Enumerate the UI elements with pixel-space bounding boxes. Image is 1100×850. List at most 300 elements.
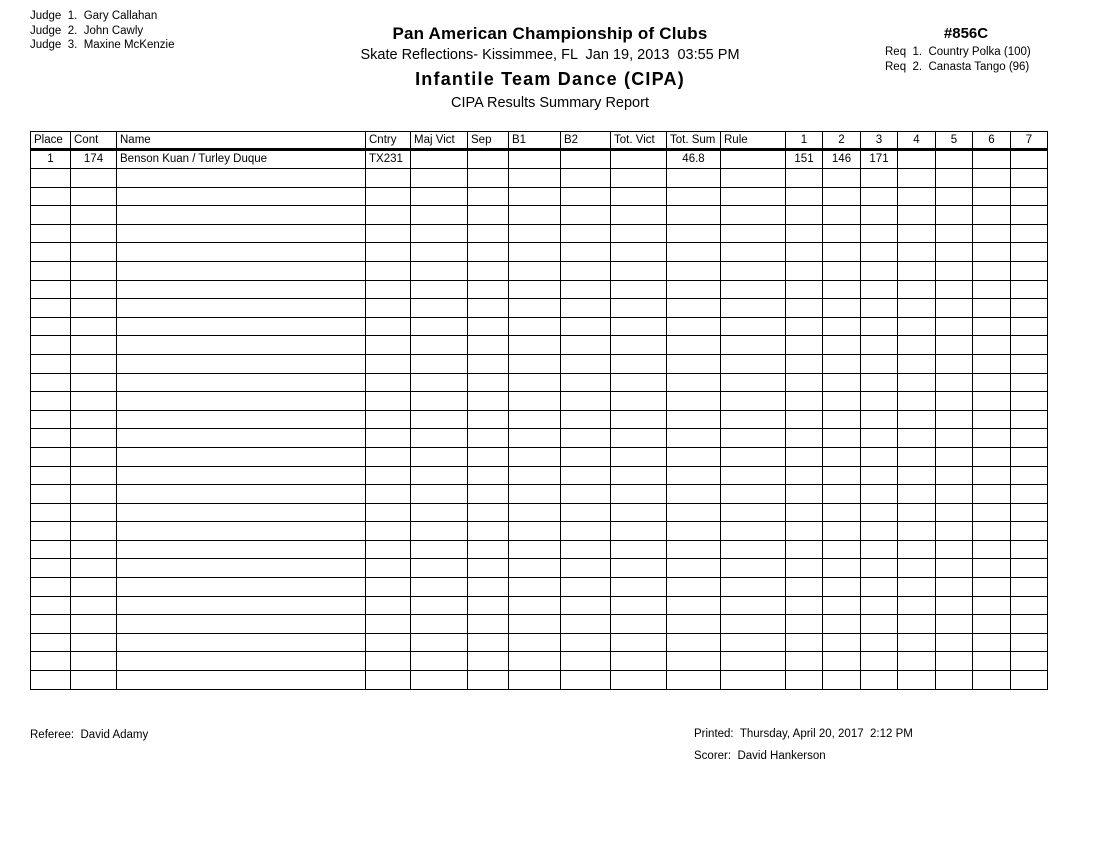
table-cell [468, 354, 509, 373]
table-cell [561, 169, 611, 188]
table-cell [898, 596, 936, 615]
table-cell [823, 373, 861, 392]
table-cell [973, 652, 1011, 671]
table-cell [721, 150, 786, 169]
table-cell [468, 336, 509, 355]
table-cell [411, 410, 468, 429]
table-cell [1011, 261, 1048, 280]
column-header-rule: Rule [721, 132, 786, 150]
empty-row [31, 317, 1048, 336]
empty-row [31, 633, 1048, 652]
table-cell [468, 150, 509, 169]
table-cell [117, 299, 366, 318]
table-cell [611, 299, 667, 318]
table-cell [861, 280, 898, 299]
table-cell [786, 410, 823, 429]
table-cell [468, 299, 509, 318]
table-cell [366, 299, 411, 318]
table-cell [117, 615, 366, 634]
event-name: Infantile Team Dance (CIPA) [415, 69, 685, 89]
table-cell [71, 317, 117, 336]
table-cell [898, 559, 936, 578]
table-cell [71, 652, 117, 671]
table-cell [786, 261, 823, 280]
table-cell [823, 224, 861, 243]
table-cell [973, 671, 1011, 690]
table-cell [366, 187, 411, 206]
table-cell [117, 317, 366, 336]
table-cell [823, 671, 861, 690]
table-cell [1011, 299, 1048, 318]
table-cell [898, 280, 936, 299]
table-cell [366, 206, 411, 225]
table-cell [721, 596, 786, 615]
championship-title: Pan American Championship of Clubs [392, 24, 708, 43]
table-cell [366, 540, 411, 559]
table-cell [861, 671, 898, 690]
table-cell [898, 540, 936, 559]
table-cell [1011, 150, 1048, 169]
table-cell [973, 578, 1011, 597]
table-cell [936, 206, 973, 225]
table-cell [786, 503, 823, 522]
table-cell [509, 466, 561, 485]
column-header-6: 6 [973, 132, 1011, 150]
table-cell [611, 354, 667, 373]
table-cell [411, 169, 468, 188]
table-cell [898, 261, 936, 280]
table-cell [936, 429, 973, 448]
table-cell [31, 187, 71, 206]
table-cell [936, 466, 973, 485]
table-cell [117, 280, 366, 299]
table-header-row [31, 132, 1048, 150]
table-cell [973, 224, 1011, 243]
empty-row [31, 578, 1048, 597]
table-cell [936, 596, 973, 615]
table-cell [823, 615, 861, 634]
table-cell [936, 615, 973, 634]
table-cell [823, 169, 861, 188]
table-cell [973, 559, 1011, 578]
table-cell [721, 503, 786, 522]
table-cell [561, 354, 611, 373]
table-cell [366, 224, 411, 243]
table-cell [117, 429, 366, 448]
table-cell [561, 336, 611, 355]
table-cell [1011, 224, 1048, 243]
table-cell [31, 503, 71, 522]
table-cell [411, 559, 468, 578]
column-header-3: 3 [861, 132, 898, 150]
table-cell [71, 261, 117, 280]
table-cell [1011, 447, 1048, 466]
table-cell [117, 392, 366, 411]
table-cell [823, 578, 861, 597]
table-cell [468, 261, 509, 280]
table-cell [468, 206, 509, 225]
table-cell [823, 596, 861, 615]
table-cell [71, 503, 117, 522]
table-cell [861, 261, 898, 280]
table-cell [509, 503, 561, 522]
table-cell [611, 261, 667, 280]
table-cell [973, 633, 1011, 652]
table-cell [366, 596, 411, 615]
results-table [30, 131, 1048, 690]
empty-row [31, 299, 1048, 318]
table-cell [786, 429, 823, 448]
table-cell [611, 503, 667, 522]
table-cell [667, 671, 721, 690]
table-cell [31, 652, 71, 671]
table-cell [561, 206, 611, 225]
table-cell [611, 169, 667, 188]
table-cell [561, 540, 611, 559]
table-cell [411, 150, 468, 169]
table-cell: 174 [71, 150, 117, 169]
table-cell [468, 187, 509, 206]
empty-row [31, 224, 1048, 243]
table-cell [898, 447, 936, 466]
table-cell: Benson Kuan / Turley Duque [117, 150, 366, 169]
table-cell [117, 671, 366, 690]
table-cell [861, 224, 898, 243]
column-header-place: Place [31, 132, 71, 150]
table-cell [1011, 540, 1048, 559]
column-header-4: 4 [898, 132, 936, 150]
table-cell [71, 429, 117, 448]
table-cell [898, 503, 936, 522]
table-cell [611, 317, 667, 336]
table-cell [117, 261, 366, 280]
table-cell [71, 410, 117, 429]
table-cell [611, 615, 667, 634]
table-cell [667, 447, 721, 466]
table-cell [117, 633, 366, 652]
table-cell [411, 243, 468, 262]
table-cell [561, 224, 611, 243]
judge-line-1: Judge 1. Gary Callahan [30, 10, 158, 22]
table-cell [71, 633, 117, 652]
table-cell [898, 299, 936, 318]
table-cell [411, 317, 468, 336]
table-cell [71, 224, 117, 243]
table-cell [898, 373, 936, 392]
table-cell [611, 206, 667, 225]
empty-row [31, 354, 1048, 373]
table-cell [31, 392, 71, 411]
table-cell [1011, 671, 1048, 690]
table-cell [973, 187, 1011, 206]
table-cell [411, 392, 468, 411]
table-cell [1011, 392, 1048, 411]
table-cell [786, 559, 823, 578]
table-cell [71, 336, 117, 355]
table-cell [611, 652, 667, 671]
table-cell [786, 522, 823, 541]
empty-row [31, 243, 1048, 262]
table-cell [898, 466, 936, 485]
table-cell [1011, 485, 1048, 504]
table-cell [468, 224, 509, 243]
table-cell [117, 243, 366, 262]
table-cell [468, 485, 509, 504]
table-cell [721, 410, 786, 429]
table-cell [366, 392, 411, 411]
table-cell: 46.8 [667, 150, 721, 169]
table-cell [861, 540, 898, 559]
empty-row [31, 540, 1048, 559]
table-cell [561, 615, 611, 634]
table-cell [411, 336, 468, 355]
table-cell [509, 299, 561, 318]
empty-row [31, 522, 1048, 541]
table-cell [117, 169, 366, 188]
table-cell [611, 596, 667, 615]
table-cell [509, 243, 561, 262]
table-cell [823, 633, 861, 652]
table-cell [1011, 633, 1048, 652]
table-cell [71, 206, 117, 225]
table-cell [898, 671, 936, 690]
empty-row [31, 280, 1048, 299]
table-cell [366, 354, 411, 373]
table-cell [667, 410, 721, 429]
table-cell [509, 206, 561, 225]
table-cell [786, 169, 823, 188]
table-cell [667, 503, 721, 522]
venue-date-line: Skate Reflections- Kissimmee, FL Jan 19, 2013 03:55 PM [360, 47, 740, 63]
table-cell [1011, 206, 1048, 225]
table-cell [721, 540, 786, 559]
table-cell [973, 429, 1011, 448]
empty-row [31, 187, 1048, 206]
table-cell [468, 540, 509, 559]
table-cell [823, 280, 861, 299]
table-cell [71, 447, 117, 466]
table-cell [1011, 578, 1048, 597]
table-cell [611, 559, 667, 578]
table-cell [973, 336, 1011, 355]
table-cell [861, 392, 898, 411]
empty-row [31, 466, 1048, 485]
table-cell [667, 485, 721, 504]
table-cell [898, 317, 936, 336]
table-cell [721, 466, 786, 485]
table-cell [611, 373, 667, 392]
table-cell [667, 169, 721, 188]
table-cell [468, 596, 509, 615]
event-info-block [885, 25, 1047, 75]
table-cell [667, 522, 721, 541]
table-cell [898, 224, 936, 243]
table-cell [936, 447, 973, 466]
table-cell [509, 652, 561, 671]
table-cell [936, 559, 973, 578]
table-cell [861, 187, 898, 206]
table-cell [898, 169, 936, 188]
table-cell [611, 485, 667, 504]
table-cell [721, 187, 786, 206]
table-cell [898, 243, 936, 262]
table-cell [1011, 280, 1048, 299]
table-cell [1011, 410, 1048, 429]
table-cell [71, 280, 117, 299]
table-cell [366, 410, 411, 429]
table-cell [411, 596, 468, 615]
table-cell [861, 615, 898, 634]
table-cell [411, 206, 468, 225]
table-cell [1011, 187, 1048, 206]
column-header-cont: Cont [71, 132, 117, 150]
table-cell [411, 485, 468, 504]
table-cell [468, 466, 509, 485]
column-header-7: 7 [1011, 132, 1048, 150]
table-cell [411, 187, 468, 206]
table-cell [936, 652, 973, 671]
table-cell [366, 373, 411, 392]
table-cell [31, 615, 71, 634]
table-cell [411, 633, 468, 652]
table-cell [786, 671, 823, 690]
table-cell [936, 187, 973, 206]
table-cell [973, 243, 1011, 262]
judge-line-3: Judge 3. Maxine McKenzie [30, 39, 175, 51]
table-cell [611, 447, 667, 466]
table-cell [667, 540, 721, 559]
table-cell [31, 540, 71, 559]
table-cell [786, 243, 823, 262]
table-cell [468, 280, 509, 299]
table-cell [786, 615, 823, 634]
table-cell [823, 410, 861, 429]
table-cell [561, 187, 611, 206]
table-cell [611, 410, 667, 429]
table-cell [936, 410, 973, 429]
table-cell [468, 410, 509, 429]
column-header-cntry: Cntry [366, 132, 411, 150]
table-cell [786, 392, 823, 411]
table-cell [786, 299, 823, 318]
table-cell [117, 559, 366, 578]
table-cell [71, 187, 117, 206]
table-cell [31, 317, 71, 336]
table-cell [786, 336, 823, 355]
table-cell [898, 354, 936, 373]
empty-row [31, 206, 1048, 225]
printed-line: Printed: Thursday, April 20, 2017 2:12 PM [694, 728, 913, 740]
table-cell [611, 578, 667, 597]
table-cell [786, 317, 823, 336]
empty-row [31, 615, 1048, 634]
empty-row [31, 485, 1048, 504]
column-header-maj-vict: Maj Vict [411, 132, 468, 150]
table-cell [861, 578, 898, 597]
table-cell [1011, 596, 1048, 615]
table-cell [823, 559, 861, 578]
table-cell [561, 150, 611, 169]
empty-row [31, 652, 1048, 671]
table-cell [823, 243, 861, 262]
result-row [31, 150, 1048, 169]
table-cell [31, 169, 71, 188]
table-cell [721, 354, 786, 373]
table-cell [823, 540, 861, 559]
table-cell [509, 224, 561, 243]
table-cell [861, 429, 898, 448]
table-cell [861, 317, 898, 336]
table-cell [509, 336, 561, 355]
table-cell [721, 652, 786, 671]
table-cell [611, 187, 667, 206]
table-cell [721, 615, 786, 634]
table-cell [898, 578, 936, 597]
table-cell [71, 522, 117, 541]
table-cell [31, 559, 71, 578]
table-cell [936, 633, 973, 652]
empty-row [31, 503, 1048, 522]
empty-row [31, 169, 1048, 188]
empty-row [31, 596, 1048, 615]
table-cell [561, 503, 611, 522]
table-cell [973, 299, 1011, 318]
table-cell [611, 522, 667, 541]
table-cell [31, 206, 71, 225]
table-cell [31, 261, 71, 280]
table-cell [561, 671, 611, 690]
table-cell [411, 280, 468, 299]
table-cell [509, 540, 561, 559]
table-cell [71, 485, 117, 504]
table-cell [973, 280, 1011, 299]
table-cell [1011, 559, 1048, 578]
table-cell [509, 261, 561, 280]
table-cell [721, 373, 786, 392]
table-cell [973, 150, 1011, 169]
table-cell: TX231 [366, 150, 411, 169]
table-cell [667, 299, 721, 318]
table-cell [721, 522, 786, 541]
table-cell [561, 559, 611, 578]
table-cell [898, 633, 936, 652]
table-cell [823, 429, 861, 448]
table-cell [117, 540, 366, 559]
table-cell [667, 578, 721, 597]
table-cell [411, 615, 468, 634]
table-cell: 151 [786, 150, 823, 169]
table-cell [31, 373, 71, 392]
table-cell [786, 485, 823, 504]
table-cell [667, 261, 721, 280]
table-cell [509, 392, 561, 411]
judge-line-2: Judge 2. John Cawly [30, 24, 144, 37]
table-cell [973, 261, 1011, 280]
table-cell [31, 410, 71, 429]
table-cell [509, 373, 561, 392]
table-cell [411, 447, 468, 466]
table-cell [366, 485, 411, 504]
column-header-tot-vict: Tot. Vict [611, 132, 667, 150]
table-cell [561, 633, 611, 652]
table-cell [509, 429, 561, 448]
table-cell [667, 280, 721, 299]
table-cell [117, 410, 366, 429]
column-header-5: 5 [936, 132, 973, 150]
table-cell [667, 336, 721, 355]
table-cell [611, 633, 667, 652]
table-cell [898, 485, 936, 504]
